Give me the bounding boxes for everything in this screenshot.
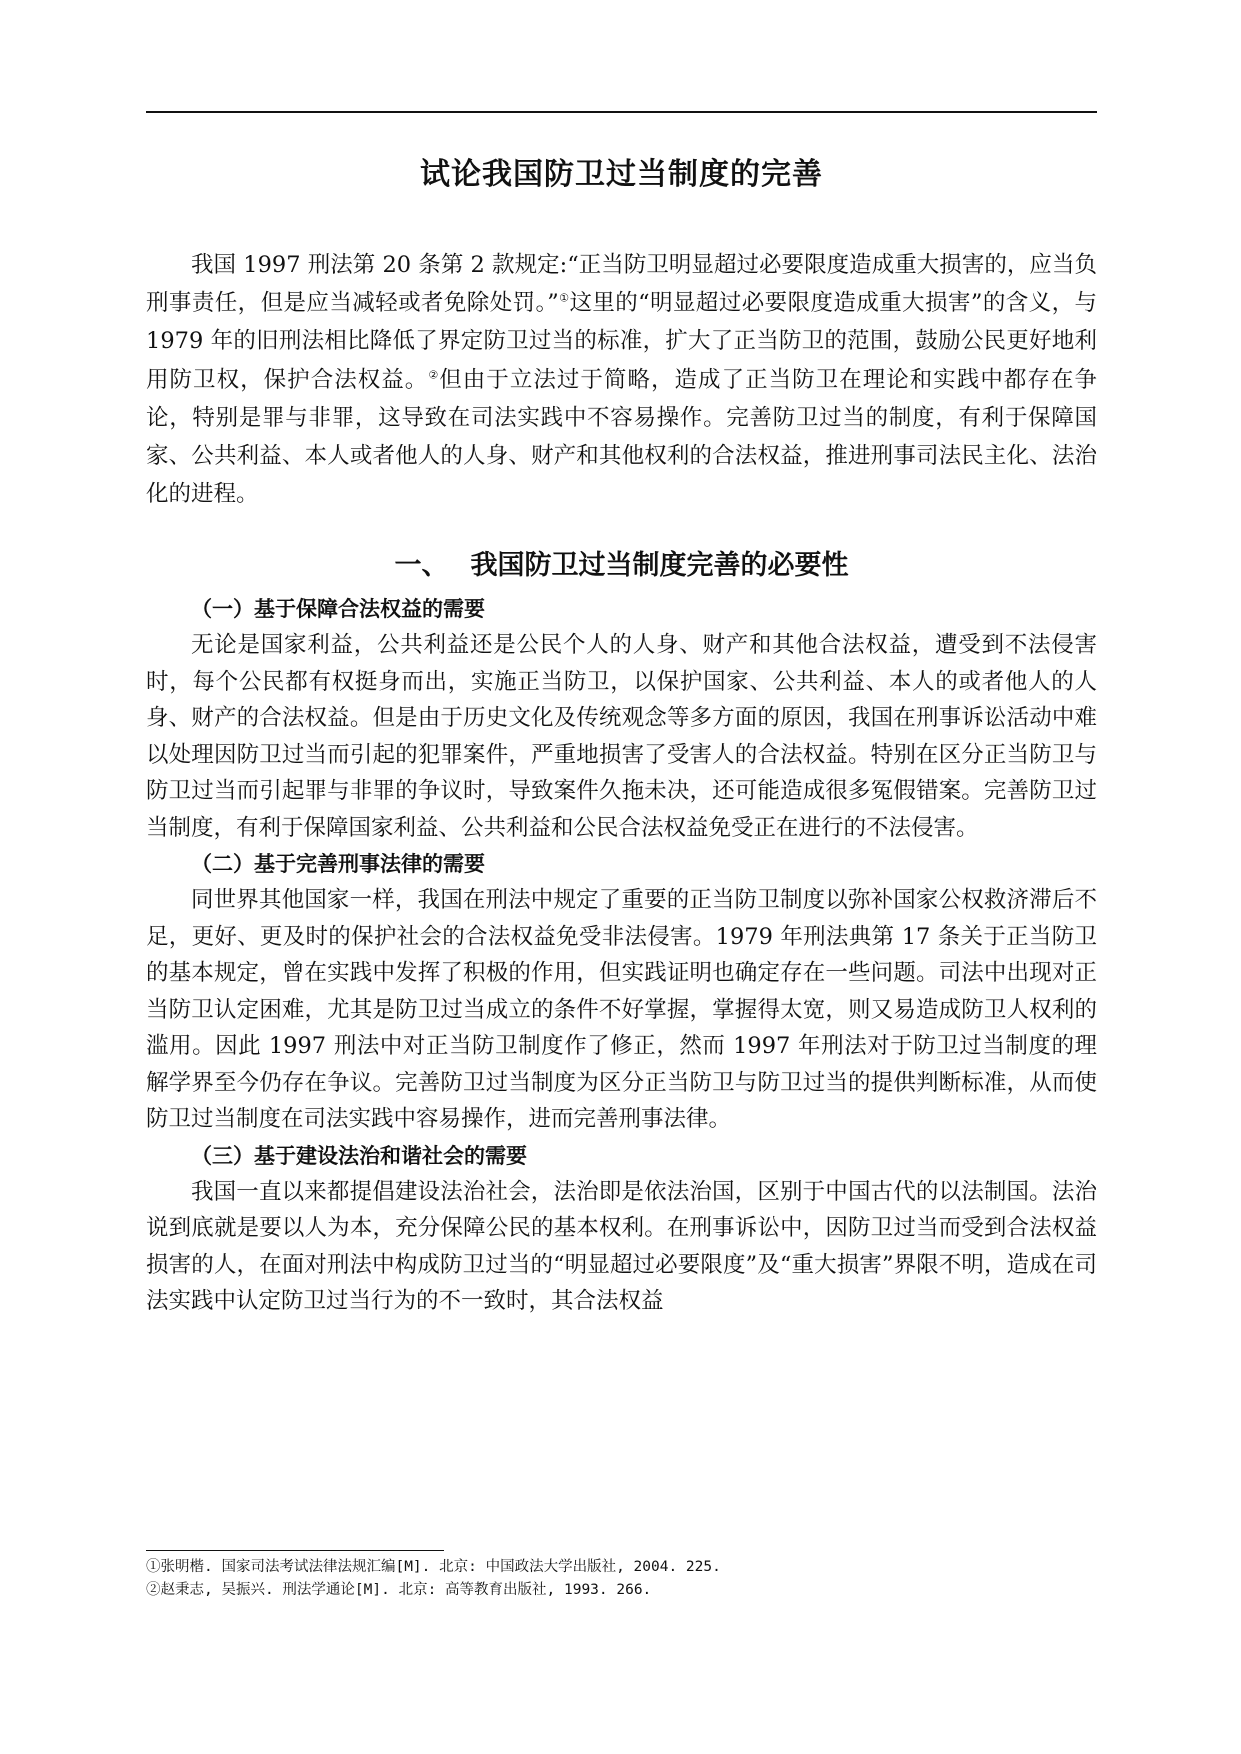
- section-heading: [146, 541, 1097, 591]
- footnote-2: ②赵秉志, 吴振兴. 刑法学通论[M]. 北京: 高等教育出版社, 1993. 266.: [146, 1582, 652, 1598]
- footnote-ref-1[interactable]: ①: [558, 291, 570, 305]
- footnote-ref-2[interactable]: ②: [428, 368, 440, 382]
- subsection-paragraph-1: 无论是国家利益，公共利益还是公民个人的人身、财产和其他合法权益，遭受到不法侵害时，每个公民都有权挺身而出，实施正当防卫，以保护国家、公共利益、本人的或者他人的人身、财产的合法权益。但是由于历史文化及传统观念等多方面的原因，我国在刑事诉讼活动中难以处理因防卫过当而引起的犯罪案件，严重地损害了受害人的合法权益。特别在区分正当防卫与防卫过当而引起罪与非罪的争议时，导致案件久拖未决，还可能造成很多冤假错案。完善防卫过当制度，有利于保障国家利益、公共利益和公民合法权益免受正在进行的不法侵害。: [146, 632, 1097, 841]
- subsection-heading-1: （一）基于保障合法权益的需要: [191, 597, 485, 622]
- subsection-heading-2: （二）基于完善刑事法律的需要: [191, 852, 485, 877]
- intro-section: [146, 246, 1097, 513]
- document-title: 试论我国防卫过当制度的完善: [420, 157, 823, 192]
- subsection-paragraph-2: 同世界其他国家一样，我国在刑法中规定了重要的正当防卫制度以弥补国家公权救济滞后不足，更好、更及时的保护社会的合法权益免受非法侵害。1979 年刑法典第 17 条关于正当防卫的基本规定，曾在实践中发挥了积极的作用，但实践证明也确定存在一些问题。司法中出现对正当防卫认定困难，尤其是防卫过当成立的条件不好掌握，掌握得太宽，则又易造成防卫人权利的滥用。因此 1997 刑法中对正当防卫制度作了修正，然而 1997 年刑法对于防卫过当制度的理解学界至今仍存在争议。完善防卫过当制度为区分正当防卫与防卫过当的提供判断标准，从而使防卫过当制度在司法实践中容易操作，进而完善刑事法律。: [146, 887, 1097, 1133]
- intro-text-c: 但由于立法过于简略，造成了正当防卫在理论和实践中都存在争论，特别是罪与非罪，这导致在司法实践中不容易操作。完善防卫过当的制度，有利于保障国家、公共利益、本人或者他人的人身、财产和其他权利的合法权益，推进刑事司法民主化、法治化的进程。: [146, 366, 1097, 508]
- section-number: 一、: [394, 550, 449, 582]
- footnote-separator: [146, 1550, 444, 1551]
- intro-text-b: 这里的“明显超过必要限度造成重大损害”的含义，与 1979 年的旧刑法相比降低了界定防卫过当的标准，扩大了正当防卫的范围，鼓励公民更好地利用防卫权，保护合法权益。: [146, 290, 1097, 393]
- footnotes: [146, 1556, 1097, 1602]
- document-body: [146, 148, 1097, 1320]
- subsection-heading-3: （三）基于建设法治和谐社会的需要: [191, 1143, 527, 1168]
- subsection-paragraph-3: 我国一直以来都提倡建设法治社会，法治即是依法治国，区别于中国古代的以法制国。法治说到底就是要以人为本，充分保障公民的基本权利。在刑事诉讼中，因防卫过当而受到合法权益损害的人，在面对刑法中构成防卫过当的“明显超过必要限度”及“重大损害”界限不明，造成在司法实践中认定防卫过当行为的不一致时，其合法权益: [146, 1178, 1097, 1315]
- intro-text-a: 我国 1997 刑法第 20 条第 2 款规定:“正当防卫明显超过必要限度造成重大损害的，应当负刑事责任，但是应当减轻或者免除处罚。”: [146, 252, 1097, 317]
- header-rule: [146, 111, 1097, 113]
- section-title: 我国防卫过当制度完善的必要性: [470, 550, 849, 582]
- footnote-1: ①张明楷. 国家司法考试法律法规汇编[M]. 北京: 中国政法大学出版社, 2004. 225.: [146, 1559, 721, 1575]
- intro-paragraph: [146, 246, 1097, 513]
